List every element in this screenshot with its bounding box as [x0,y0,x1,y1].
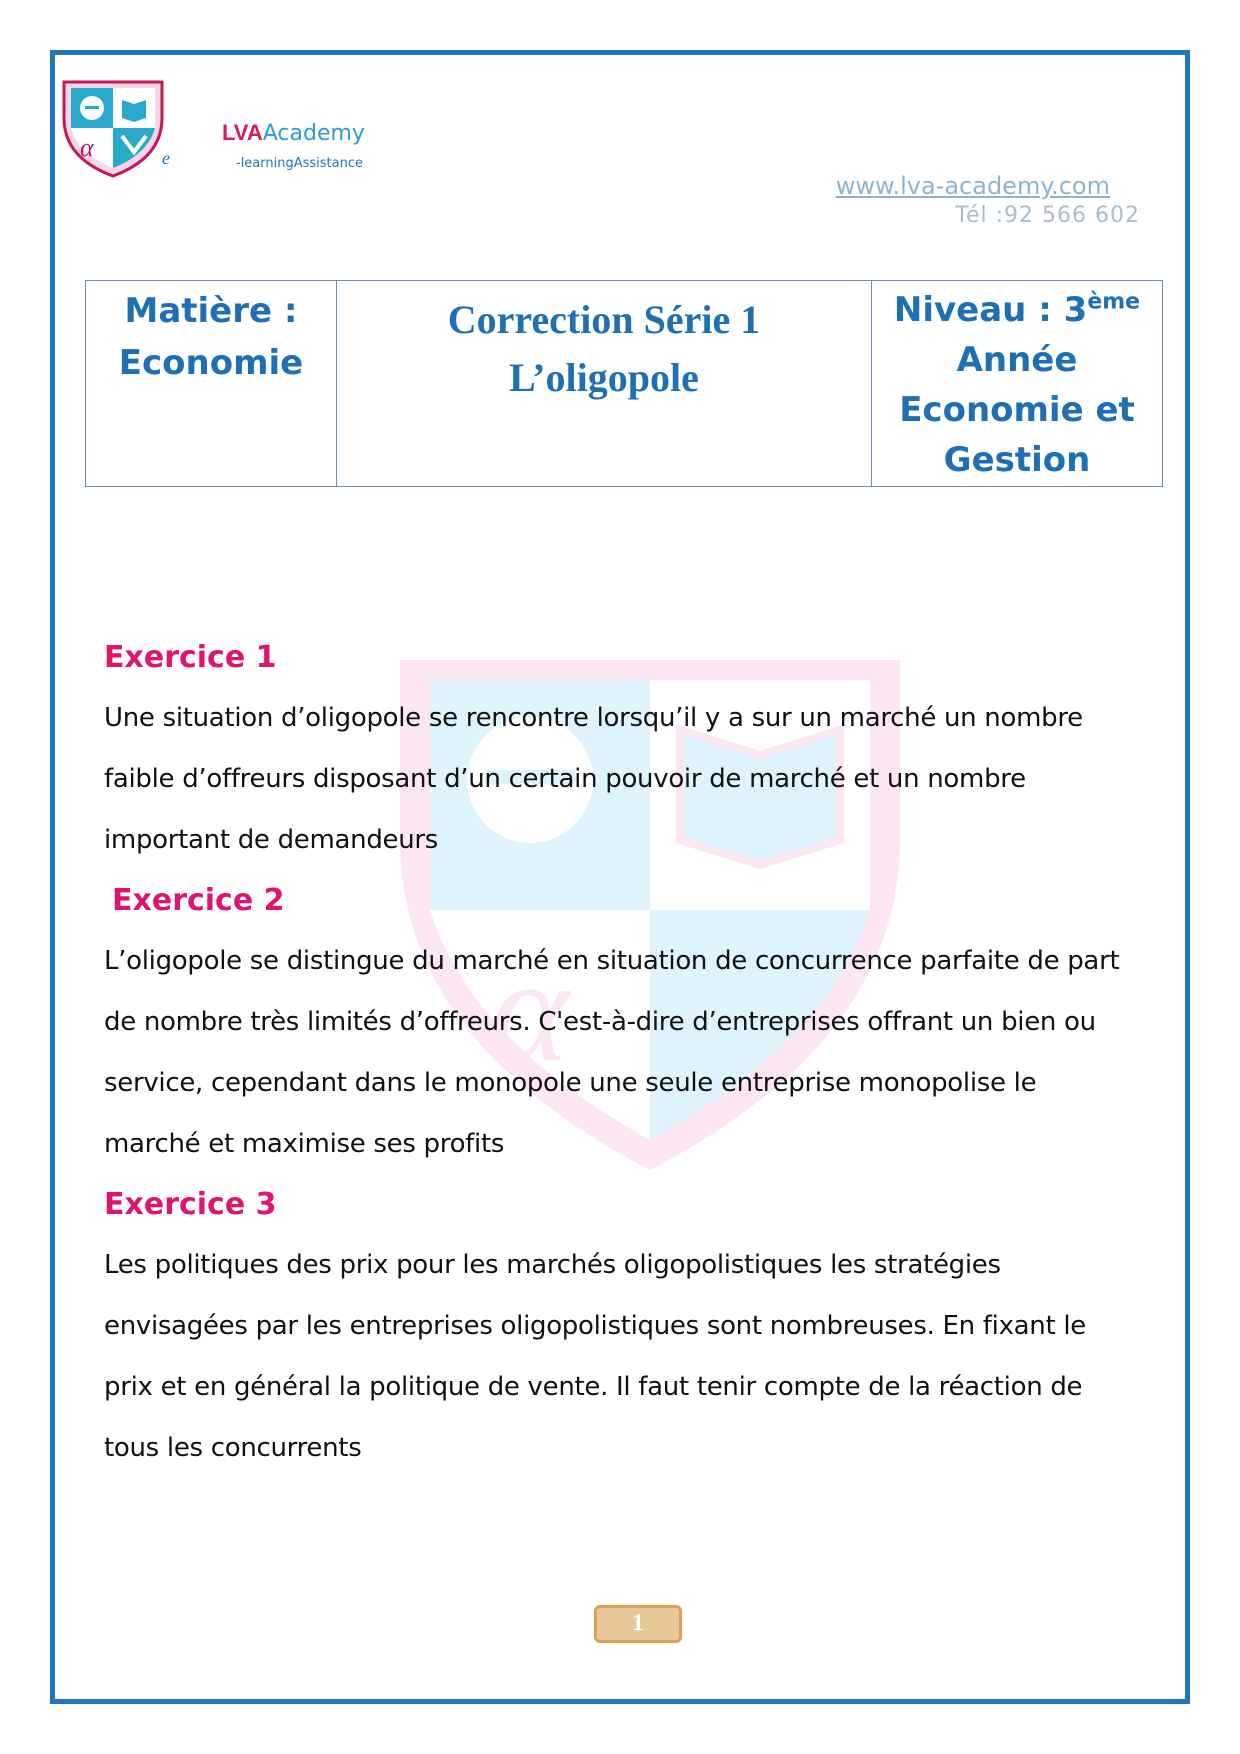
level-line [873,285,1161,335]
brand-tagline: -learningAssistance [236,156,363,171]
header-table [85,280,1163,487]
svg-text:α: α [80,133,94,162]
exercise-2-line-3: service, cependant dans le monopole une seule entreprise monopolise le [104,1068,1037,1098]
exercise-3-line-4: tous les concurrents [104,1433,362,1463]
exercise-2-body [104,931,1184,1175]
subject-label: Matière : [124,291,298,331]
brand-prefix: LVA [222,120,263,145]
exercise-1-line-1: Une situation d’oligopole se rencontre lorsqu’il y a sur un marché un nombre [104,703,1083,733]
exercise-content [104,628,1184,1479]
exercise-3-line-1: Les politiques des prix pour les marchés oligopolistiques les stratégies [104,1250,1001,1280]
exercise-2 [104,871,1184,1175]
exercise-2-line-4: marché et maximise ses profits [104,1129,505,1159]
exercise-3 [104,1175,1184,1479]
phone-number: Tél :92 566 602 [955,203,1140,228]
page-number: 1 [594,1605,682,1643]
svg-text:α: α [490,927,569,1093]
website-link[interactable]: www.lva-academy.com [835,172,1110,200]
level-track: Economie et [899,390,1135,430]
exercise-2-line-2: de nombre très limités d’offreurs. C'est-à-dire d’entreprises offrant un bien ou [104,1007,1096,1037]
exercise-1-line-3: important de demandeurs [104,825,439,855]
exercise-3-line-2: envisagées par les entreprises oligopolistiques sont nombreuses. En fixant le [104,1311,1086,1341]
exercise-1-line-2: faible d’offreurs disposant d’un certain pouvoir de marché et un nombre [104,764,1026,794]
exercise-3-body [104,1235,1184,1479]
level-year: Année [956,340,1078,380]
level-sup: ème [1087,289,1141,315]
exercise-3-line-3: prix et en général la politique de vente. Il faut tenir compte de la réaction de [104,1372,1083,1402]
brand-suffix: Academy [262,121,365,146]
logo-letter: e [162,148,170,168]
exercise-1-body [104,688,1184,871]
level-prefix: Niveau : 3 [893,290,1088,330]
exercise-1 [104,628,1184,871]
subject-value: Economie [118,343,304,383]
exercise-2-title: Exercice 2 [112,883,285,918]
document-subtitle: L’oligopole [509,355,699,400]
level-track-2: Gestion [943,440,1091,480]
brand-name [222,120,365,146]
exercise-1-title: Exercice 1 [104,640,277,675]
subject-cell [86,281,337,487]
document-title: Correction Série 1 [447,297,761,342]
lva-logo-icon [58,78,168,178]
exercise-3-title: Exercice 3 [104,1187,277,1222]
title-cell [337,281,872,487]
exercise-2-line-1: L’oligopole se distingue du marché en situation de concurrence parfaite de part [104,946,1120,976]
level-cell [872,281,1163,487]
